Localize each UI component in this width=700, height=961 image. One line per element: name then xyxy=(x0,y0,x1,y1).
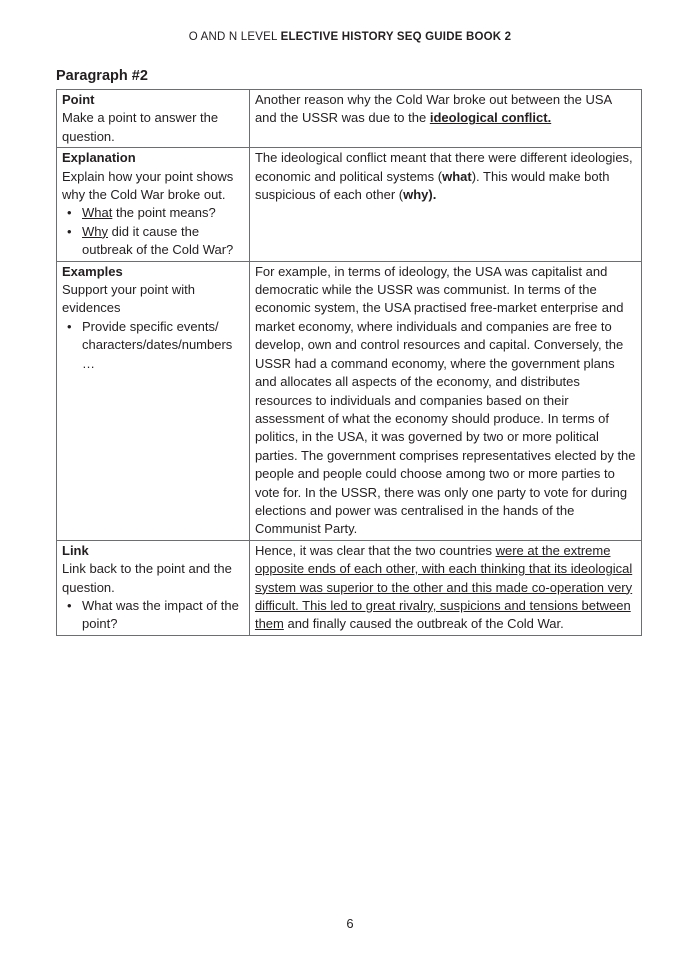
explanation-instruction: Explain how your point shows why the Cold War broke out. xyxy=(62,168,234,203)
explanation-bullet-what xyxy=(82,204,244,222)
explanation-bullet-what-text: the point means? xyxy=(112,205,216,221)
point-guidance-cell xyxy=(57,90,250,148)
point-instruction: Make a point to answer the question. xyxy=(62,110,219,144)
table-row-point xyxy=(57,90,642,148)
link-answer-underlined: were at the extreme opposite ends of each other, with each thinking that its ideological system was superior to the other and this made co-operation very difficult. This led to great rivalry, suspicions and tensions between them xyxy=(254,542,633,632)
explanation-answer-what: what xyxy=(442,168,472,184)
point-answer-underlined: ideological conflict. xyxy=(429,110,552,126)
running-header xyxy=(0,31,700,43)
examples-guidance-cell xyxy=(57,261,250,540)
link-heading: Link xyxy=(62,542,89,558)
examples-answer-text: For example, in terms of ideology, the USA was capitalist and democratic while the USSR was communist. In terms of the economic system, the USA practised free-market enterprise and market economy, where individuals and companies are free to develop, own and control resources and capital. Conversely, the USSR had a command economy, where the government plans and allocates all aspects of the economy, and distributes resources to individuals and companies based on their assessment of what the economy should produce. In terms of politics, in the USA, it was governed by two or more political parties. The government comprises representatives elected by the people and people could choose among two or more parties to vote for. In the USSR, there was only one party to vote for during elections and power was centralised in the hands of the Communist Party. xyxy=(254,263,636,537)
link-answer-cell xyxy=(249,540,641,635)
guide-table xyxy=(56,89,642,636)
link-answer-text-2: and finally caused the outbreak of the Cold War. xyxy=(283,616,564,632)
point-answer-text: Another reason why the Cold War broke out between the USA and the USSR was due to the xyxy=(254,92,612,126)
table-row-examples xyxy=(57,261,642,540)
explanation-bullets xyxy=(62,204,244,259)
explanation-heading: Explanation xyxy=(62,150,136,166)
link-bullet: • What was the impact of the point? xyxy=(82,597,244,634)
explanation-guidance-cell xyxy=(57,148,250,261)
explanation-answer-why: why). xyxy=(403,187,437,203)
examples-answer-cell xyxy=(249,261,641,540)
explanation-answer-text-1: The ideological conflict meant that there were different ideologies, economic and political systems ( xyxy=(254,150,633,184)
point-heading: Point xyxy=(62,92,95,107)
explanation-bullet-why-text: did it cause the outbreak of the Cold War? xyxy=(82,223,234,258)
table-row-explanation xyxy=(57,148,642,261)
header-title: ELECTIVE HISTORY SEQ GUIDE BOOK 2 xyxy=(280,31,512,43)
header-prefix: O AND N LEVEL xyxy=(188,31,281,43)
table-row-link xyxy=(57,540,642,635)
explanation-bullet-why xyxy=(82,223,244,260)
examples-bullets xyxy=(62,318,244,373)
page-number: 6 xyxy=(346,916,354,931)
explanation-answer-text-2: ). This would make both suspicious of each other ( xyxy=(254,168,610,203)
examples-heading: Examples xyxy=(62,263,123,279)
link-guidance-cell xyxy=(57,540,250,635)
link-instruction: Link back to the point and the question. xyxy=(62,561,232,595)
link-answer-text-1: Hence, it was clear that the two countries xyxy=(254,542,496,558)
link-bullets xyxy=(62,597,244,634)
explanation-bullet-what-keyword: What xyxy=(82,205,113,221)
examples-instruction: Support your point with evidences xyxy=(62,282,195,316)
explanation-bullet-why-keyword: Why xyxy=(82,223,108,239)
point-answer-cell xyxy=(249,90,641,148)
examples-bullet: • Provide specific events/ characters/dates/numbers … xyxy=(82,318,244,373)
paragraph-title: Paragraph #2 xyxy=(56,68,148,84)
explanation-answer-cell xyxy=(249,148,641,261)
